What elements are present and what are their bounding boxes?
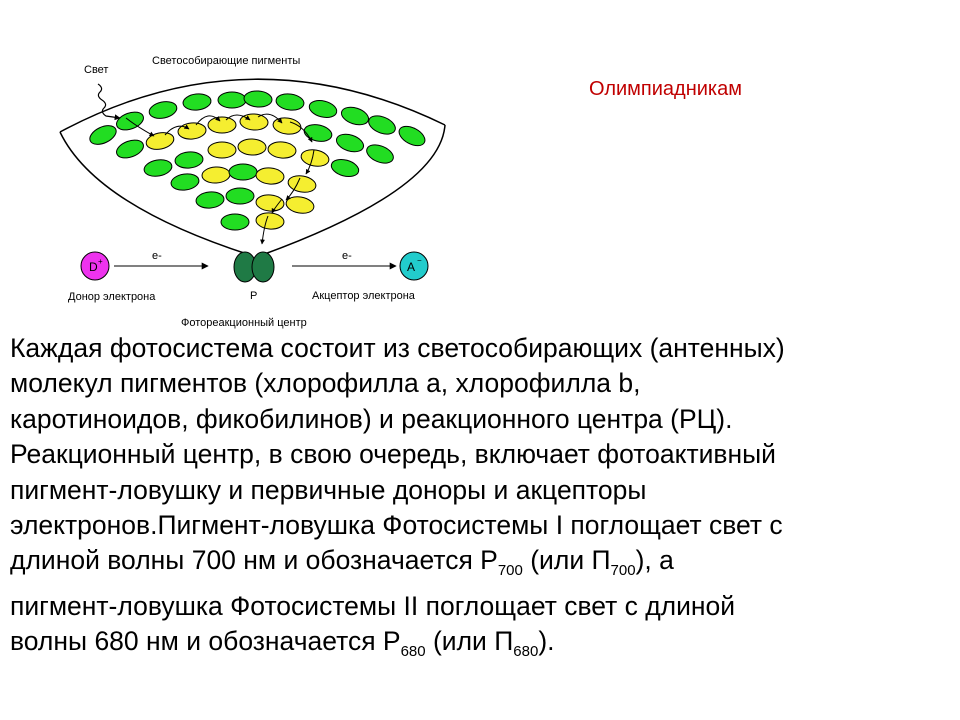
- text-segment: волны 680 нм и обозначается Р: [10, 626, 401, 657]
- body-line: пигмент-ловушка Фотосистемы II поглощает свет с длиной: [10, 590, 736, 621]
- excited-pigment-molecule: [208, 142, 236, 158]
- excited-pigment-molecule: [300, 148, 330, 169]
- pigment-molecule: [221, 214, 249, 230]
- harvesting-pigments-label: Светособирающие пигменты: [152, 55, 301, 67]
- olympiad-note: Олимпиадникам: [589, 78, 742, 100]
- excited-pigment-molecule: [272, 116, 302, 136]
- subscript-680: 680: [400, 643, 426, 661]
- pigment-molecule: [329, 157, 360, 180]
- pigment-molecule: [396, 122, 428, 149]
- donor-caption: Донор электрона: [68, 291, 156, 303]
- subscript-700: 700: [497, 562, 523, 580]
- body-line-p700: [10, 543, 955, 588]
- pigment-molecule: [114, 137, 146, 162]
- electron-label-left: e-: [152, 250, 162, 262]
- excited-pigment-molecule: [240, 113, 269, 130]
- acceptor-charge: −: [417, 256, 422, 265]
- pigment-molecule: [226, 188, 254, 204]
- reaction-center-caption: Фотореакционный центр: [181, 317, 307, 329]
- pigment-molecule: [143, 158, 173, 179]
- pigment-molecule: [195, 191, 224, 209]
- pigment-molecule: [229, 164, 257, 180]
- light-label: Свет: [84, 64, 109, 76]
- donor-circle: [81, 252, 109, 280]
- antenna-pigments: [87, 90, 428, 230]
- pigment-molecule: [170, 172, 200, 192]
- excited-pigment-molecule: [287, 174, 317, 195]
- pigment-molecule: [148, 99, 179, 120]
- excited-pigment-molecule: [202, 166, 231, 183]
- text-segment: ).: [538, 626, 555, 657]
- pigment-molecule: [303, 122, 334, 143]
- body-line: электронов.Пигмент-ловушка Фотосистемы I поглощает свет с: [10, 510, 783, 541]
- pigment-molecule: [366, 112, 398, 137]
- body-line: молекул пигментов (хлорофилла а, хлорофилла b,: [10, 368, 641, 399]
- excited-pigment-molecule: [285, 195, 315, 216]
- pigment-molecule: [243, 90, 272, 108]
- reaction-pigment-label: P: [250, 290, 258, 302]
- electron-label-right: e-: [342, 250, 352, 262]
- body-line: каротиноидов, фикобилинов) и реакционного центра (РЦ).: [10, 403, 733, 434]
- text-segment: ), а: [635, 545, 674, 576]
- acceptor-circle: [400, 252, 428, 280]
- excited-pigment-molecule: [255, 194, 284, 212]
- body-line: Реакционный центр, в свою очередь, включает фотоактивный: [10, 439, 776, 470]
- pigment-molecule: [174, 151, 203, 169]
- text-segment: (или П: [425, 626, 514, 657]
- excited-pigment-molecule: [255, 167, 284, 185]
- pigment-molecule: [307, 98, 338, 120]
- text-segment: (или П: [522, 545, 611, 576]
- subscript-680: 680: [513, 643, 539, 661]
- excited-pigment-molecule: [208, 117, 236, 133]
- acceptor-symbol: A: [407, 260, 416, 274]
- excited-pigment-molecule: [267, 141, 296, 159]
- pigment-molecule: [275, 92, 305, 112]
- excited-pigment-molecule: [255, 212, 284, 230]
- excited-pigment-molecule: [238, 139, 267, 156]
- donor-charge: +: [98, 257, 103, 266]
- photosystem-diagram: [0, 0, 960, 330]
- body-line: пигмент-ловушку и первичные доноры и акцепторы: [10, 474, 647, 505]
- pigment-molecule: [339, 104, 371, 128]
- body-paragraph: [10, 331, 955, 670]
- excited-pigment-molecule: [177, 122, 206, 140]
- text-segment: длиной волны 700 нм и обозначается Р: [10, 545, 498, 576]
- pigment-molecule: [182, 93, 212, 112]
- acceptor-caption: Акцептор электрона: [312, 290, 415, 302]
- pigment-molecule: [364, 141, 396, 166]
- body-line: Каждая фотосистема состоит из светособирающих (антенных): [10, 333, 785, 363]
- body-line-p680: [10, 624, 955, 669]
- pigment-molecule: [87, 122, 119, 148]
- donor-symbol: D: [89, 260, 98, 274]
- subscript-700: 700: [610, 562, 636, 580]
- pigment-molecule: [334, 131, 366, 155]
- reaction-center-pigment: [234, 252, 274, 282]
- pigment-molecule: [218, 92, 246, 108]
